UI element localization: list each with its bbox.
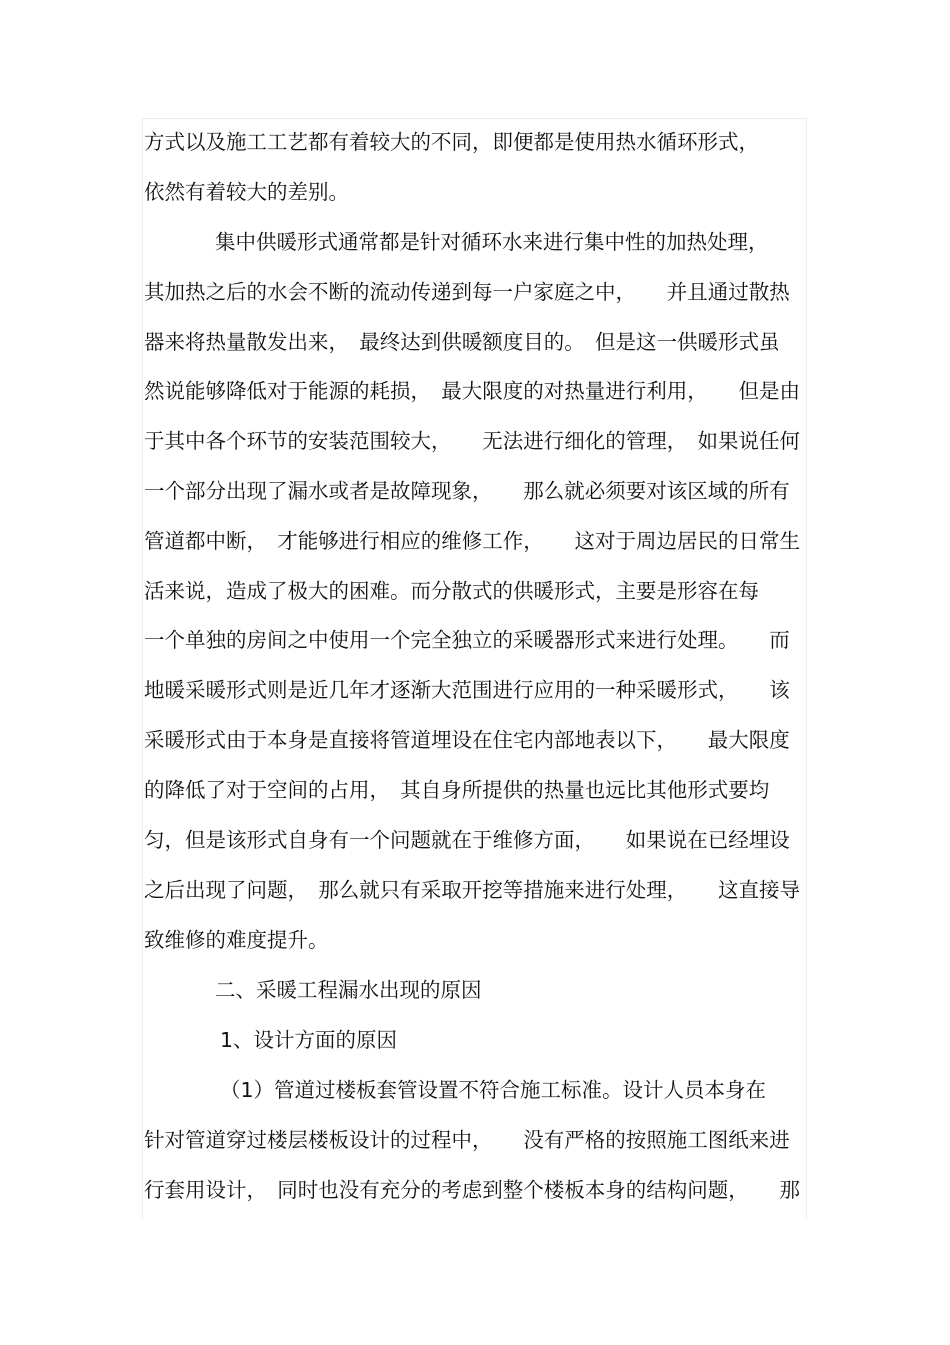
subsection-heading: 1、设计方面的原因 bbox=[220, 1028, 398, 1052]
body-text-line: 于其中各个环节的安装范围较大， 无法进行细化的管理， 如果说任何 bbox=[144, 429, 800, 453]
body-text-line: 依然有着较大的差别。 bbox=[144, 180, 349, 204]
body-text-line: 活来说，造成了极大的困难。而分散式的供暖形式，主要是形容在每 bbox=[144, 579, 759, 603]
body-text-line: 采暖形式由于本身是直接将管道埋设在住宅内部地表以下， 最大限度 bbox=[144, 728, 790, 752]
paragraph-start-line: （1）管道过楼板套管设置不符合施工标准。设计人员本身在 bbox=[220, 1078, 767, 1102]
body-text-line: 致维修的难度提升。 bbox=[144, 928, 329, 952]
body-text-line: 的降低了对于空间的占用， 其自身所提供的热量也远比其他形式要均 bbox=[144, 778, 770, 802]
body-text-line: 针对管道穿过楼层楼板设计的过程中， 没有严格的按照施工图纸来进 bbox=[144, 1128, 790, 1152]
section-heading: 二、采暖工程漏水出现的原因 bbox=[215, 978, 482, 1002]
body-text-line: 方式以及施工工艺都有着较大的不同，即便都是使用热水循环形式， bbox=[144, 130, 759, 154]
body-text-line: 行套用设计， 同时也没有充分的考虑到整个楼板本身的结构问题， 那 bbox=[144, 1178, 800, 1202]
body-text-line: 其加热之后的水会不断的流动传递到每一户家庭之中， 并且通过散热 bbox=[144, 280, 790, 304]
body-text-line: 一个单独的房间之中使用一个完全独立的采暖器形式来进行处理。 而 bbox=[144, 628, 790, 652]
body-text-line: 管道都中断， 才能够进行相应的维修工作， 这对于周边居民的日常生 bbox=[144, 529, 800, 553]
body-text-line: 地暖采暖形式则是近几年才逐渐大范围进行应用的一种采暖形式， 该 bbox=[144, 678, 790, 702]
body-text-line: 然说能够降低对于能源的耗损， 最大限度的对热量进行利用， 但是由 bbox=[144, 379, 800, 403]
paragraph-start-line: 集中供暖形式通常都是针对循环水来进行集中性的加热处理， bbox=[215, 230, 769, 254]
body-text-line: 匀，但是该形式自身有一个问题就在于维修方面， 如果说在已经埋设 bbox=[144, 828, 790, 852]
body-text-line: 一个部分出现了漏水或者是故障现象， 那么就必须要对该区域的所有 bbox=[144, 479, 790, 503]
body-text-line: 器来将热量散发出来， 最终达到供暖额度目的。 但是这一供暖形式虽 bbox=[144, 330, 780, 354]
body-text-line: 之后出现了问题， 那么就只有采取开挖等措施来进行处理， 这直接导 bbox=[144, 878, 800, 902]
